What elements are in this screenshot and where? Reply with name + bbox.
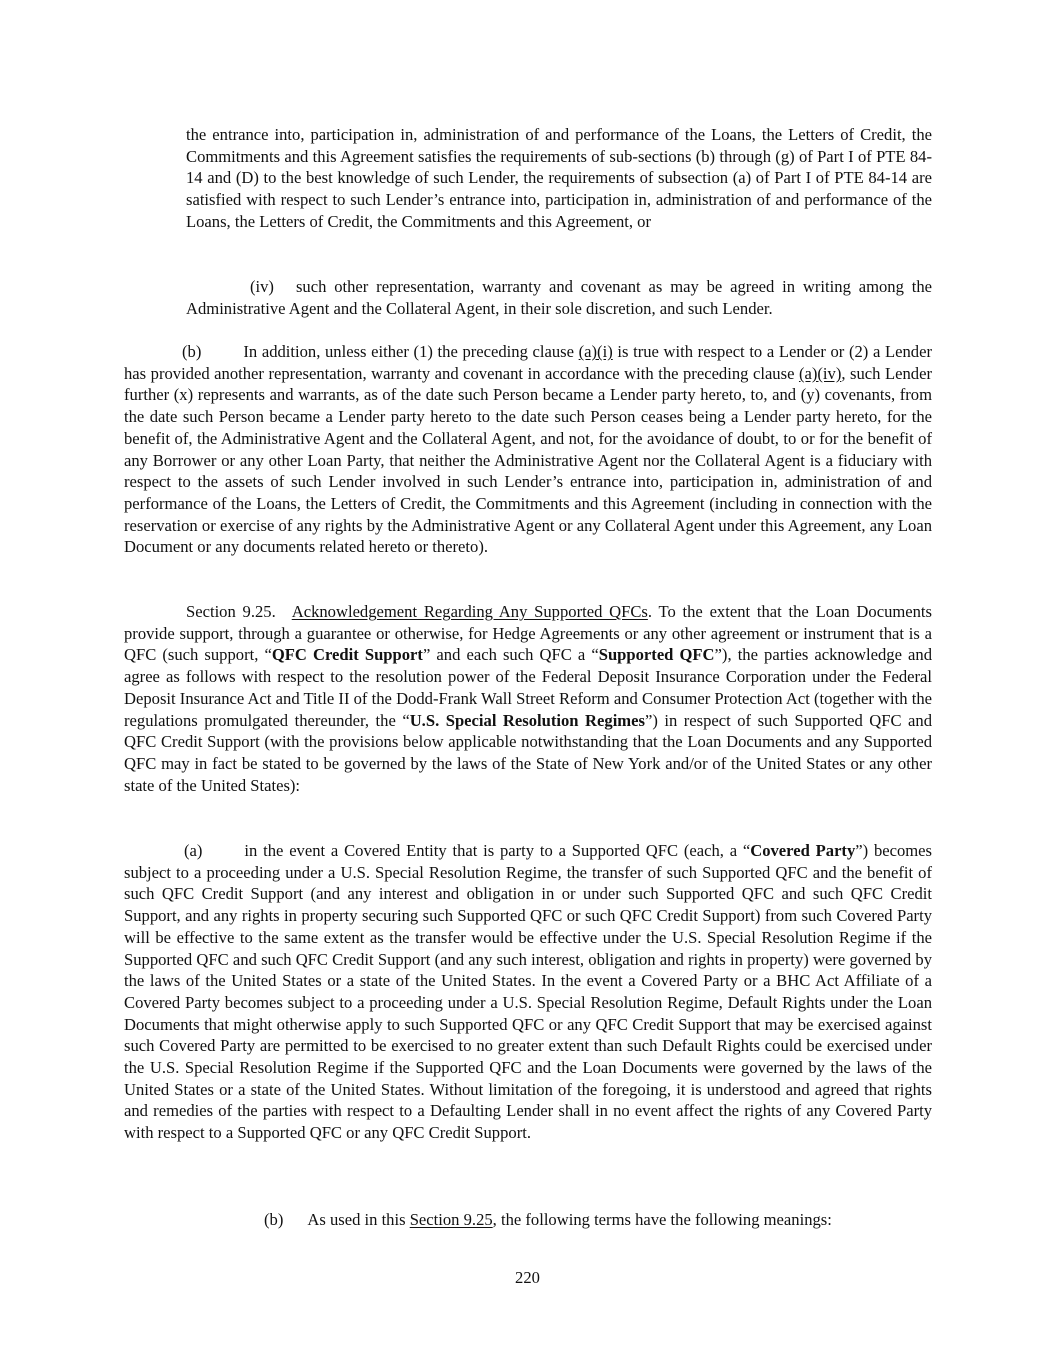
page-number: 220 — [515, 1268, 540, 1287]
section-9-25-paragraph — [124, 601, 932, 796]
section-number: Section 9.25. — [186, 602, 276, 621]
clause-number: (a) — [184, 841, 203, 860]
paragraph-text: As used in this — [307, 1210, 410, 1229]
defined-term: U.S. Special Resolution Regimes — [409, 710, 645, 730]
section-heading: Acknowledgement Regarding Any Supported QFCs — [291, 602, 648, 621]
clause-reference: (a)(iv) — [798, 363, 842, 383]
paragraph-clause-b-definitions — [124, 1209, 932, 1231]
clause-number: (iv) — [250, 277, 274, 296]
paragraph-text: ” and each such QFC a “ — [422, 645, 599, 665]
paragraph-text: in the event a Covered Entity that is party to a Supported QFC (each, a “ — [244, 841, 751, 860]
paragraph-text: is true with respect to a Lender or (2) a Lender has provided another representation, warranty and covenant in accordance with the preceding clause — [124, 342, 932, 383]
paragraph-text: . To the extent that the Loan Documents provide support, through a guarantee or otherwise, for Hedge Agreements or any other agreement or instrument that is a QFC (such support, “ — [124, 602, 933, 665]
defined-term: Covered Party — [750, 841, 856, 860]
paragraph-text: ”), the parties acknowledge and agree as follows with respect to the resolution power of the Federal Deposit Insurance Corporation under the Federal Deposit Insurance Act and Title II of the Dodd-Frank Wall Street Reform and Consumer Protection Act (together with the regulations promulgated thereunder, the “ — [124, 645, 932, 730]
clause-number: (b) — [264, 1210, 284, 1229]
paragraph-text: , such Lender further (x) represents and warrants, as of the date such Person became a Lender party hereto, to, and (y) covenants, from the date such Person became a Lender party hereto to the date such Person ceases being a Lender party hereto, for the benefit of, the Administrative Agent and the Collateral Agent, and not, for the avoidance of doubt, to or for the benefit of any Borrower or any other Loan Party, that neither the Administrative Agent nor the Collateral Agent is a fiduciary with respect to the assets of such Lender involved in such Lender’s entrance into, participation in, administration of and performance of the Loans, the Letters of Credit, the Commitments and this Agreement (including in connection with the reservation or exercise of any rights by the Administrative Agent or any Collateral Agent under this Agreement, any Loan Document or any documents related hereto or thereto). — [124, 363, 932, 557]
paragraph-text: ”) in respect of such Supported QFC and QFC Credit Support (with the provisions below applicable notwithstanding that the Loan Documents and any Supported QFC may in fact be stated to be governed by the laws of the State of New York and/or of the United States or any other state of the United States): — [124, 710, 932, 795]
section-reference: Section 9.25 — [409, 1210, 493, 1229]
paragraph-text: the entrance into, participation in, administration of and performance of the Loans, the Letters of Credit, the Commitments and this Agreement satisfies the requirements of sub-sections (b) through (g) of Part I of PTE 84-14 and (D) to the best knowledge of such Lender, the requirements of subsection (a) of Part I of PTE 84-14 are satisfied with respect to such Lender’s entrance into, participation in, administration of and performance of the Loans, the Letters of Credit, the Commitments and this Agreement, or — [186, 125, 932, 231]
paragraph-text: such other representation, warranty and covenant as may be agreed in writing among the Administrative Agent and the Collateral Agent, in their sole discretion, and such Lender. — [186, 277, 932, 318]
paragraph-continuation — [186, 124, 932, 233]
paragraph-clause-a — [124, 840, 932, 1144]
clause-reference: (a)(i) — [578, 342, 613, 361]
paragraph-text: ”) becomes subject to a proceeding under a U.S. Special Resolution Regime, the transfer of such Supported QFC and the benefit of such QFC Credit Support (and any interest and obligation in or under such Supported QFC and such QFC Credit Support, and any rights in property securing such Supported QFC or such QFC Credit Support) from such Covered Party will be effective to the same extent as the transfer would be effective under the U.S. Special Resolution Regime if the Supported QFC and such QFC Credit Support (and any such interest, obligation and rights in property) were governed by the laws of the United States or a state of the United States. In the event a Covered Party or a BHC Act Affiliate of a Covered Party becomes subject to a proceeding under a U.S. Special Resolution Regime, Default Rights under the Loan Documents that might otherwise apply to such Supported QFC or any QFC Credit Support that may be exercised against such Covered Party are permitted to be exercised to no greater extent than such Default Rights could be exercised under the U.S. Special Resolution Regime if the Supported QFC and the Loan Documents were governed by the laws of the United States or a state of the United States. Without limitation of the foregoing, it is understood and agreed that rights and remedies of the parties with respect to a Defaulting Lender shall in no event affect the rights of any Covered Party with respect to a Supported QFC or any QFC Credit Support. — [124, 841, 933, 1143]
paragraph-text: In addition, unless either (1) the preceding clause — [243, 342, 579, 361]
paragraph-text: , the following terms have the following meanings: — [492, 1210, 832, 1229]
defined-term: QFC Credit Support — [271, 645, 423, 665]
defined-term: Supported QFC — [598, 645, 715, 665]
paragraph-clause-b — [124, 341, 932, 558]
paragraph-clause-iv — [186, 276, 932, 319]
clause-number: (b) — [182, 342, 202, 361]
